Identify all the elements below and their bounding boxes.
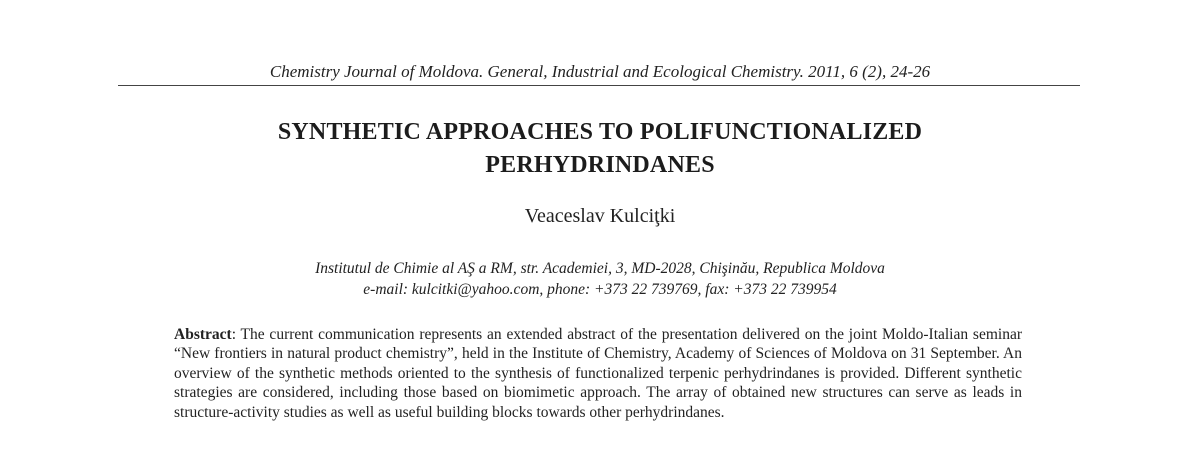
affiliation-block <box>100 258 1100 300</box>
affiliation-institute: Institutul de Chimie al AŞ a RM, str. Academiei, 3, MD-2028, Chişinău, Republica Moldova <box>315 260 885 277</box>
header-divider <box>118 85 1080 86</box>
abstract-paragraph <box>174 325 1022 422</box>
abstract-label: Abstract <box>174 326 232 343</box>
affiliation-contact: e-mail: kulcitki@yahoo.com, phone: +373 22 739769, fax: +373 22 739954 <box>363 281 837 298</box>
journal-header: Chemistry Journal of Moldova. General, Industrial and Ecological Chemistry. 2011, 6 (2), 24-26 <box>269 62 931 81</box>
title-line-1: SYNTHETIC APPROACHES TO POLIFUNCTIONALIZED <box>277 119 923 145</box>
author-name: Veaceslav Kulciţki <box>524 205 676 227</box>
title-line-2: PERHYDRINDANES <box>485 152 715 178</box>
abstract-text: : The current communication represents an extended abstract of the presentation delivered on the joint Moldo-Italian seminar “New frontiers in natural product chemistry”, held in the Institute of Chemistry, Academy of Sciences of Moldova on 31 September. An overview of the synthetic methods oriented to the synthesis of functionalized terpenic perhydrindanes is provided. Different synthetic strategies are considered, including those based on biomimetic approach. The array of obtained new structures can serve as leads in structure-activity studies as well as useful building blocks towards other perhydrindanes. <box>174 326 1022 421</box>
paper-title <box>100 116 1100 182</box>
